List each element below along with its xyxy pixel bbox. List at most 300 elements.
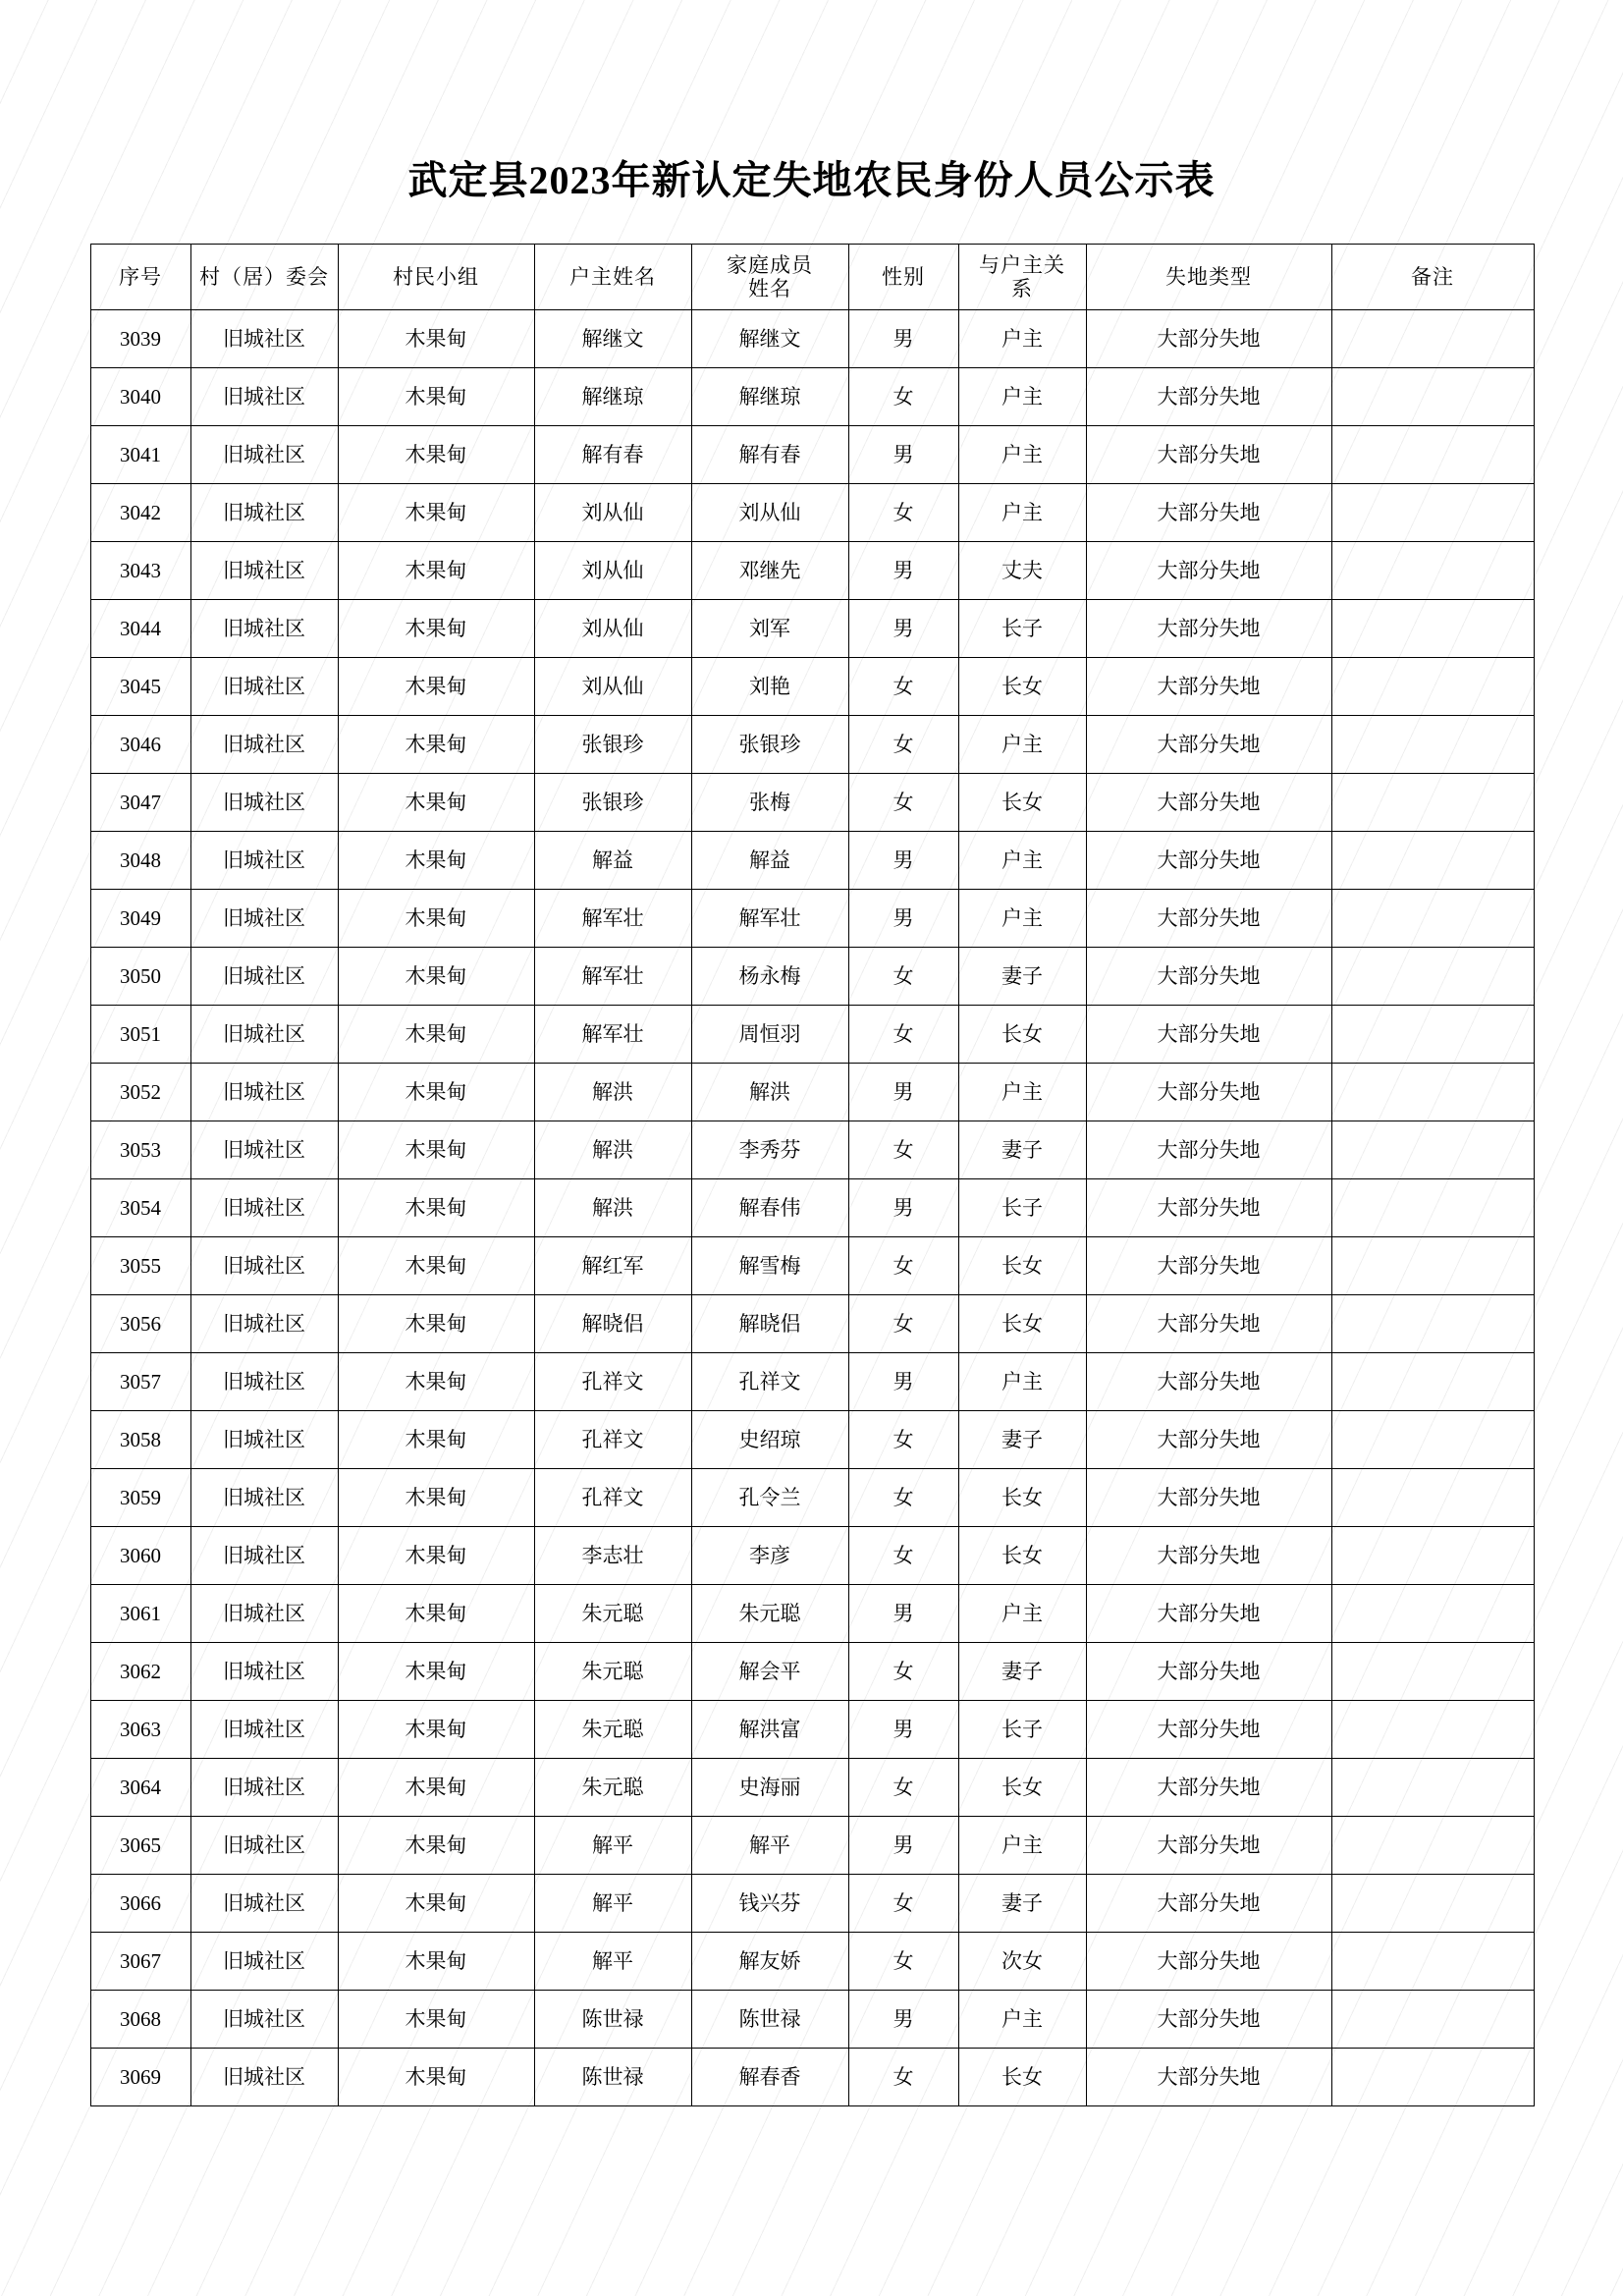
cell-land-loss-type: 大部分失地 bbox=[1086, 890, 1331, 948]
cell-village: 旧城社区 bbox=[190, 1121, 338, 1179]
cell-remark bbox=[1331, 1295, 1534, 1353]
table-row bbox=[90, 1006, 1534, 1064]
cell-no: 3049 bbox=[90, 890, 190, 948]
col-header-relation bbox=[958, 245, 1086, 310]
cell-gender: 女 bbox=[848, 1237, 958, 1295]
cell-member-name: 朱元聪 bbox=[691, 1585, 848, 1643]
cell-village: 旧城社区 bbox=[190, 832, 338, 890]
cell-gender: 女 bbox=[848, 948, 958, 1006]
cell-household-head: 解平 bbox=[534, 1817, 691, 1875]
table-row bbox=[90, 1179, 1534, 1237]
cell-gender: 男 bbox=[848, 426, 958, 484]
cell-land-loss-type: 大部分失地 bbox=[1086, 310, 1331, 368]
cell-gender: 女 bbox=[848, 1875, 958, 1933]
table-row bbox=[90, 1933, 1534, 1991]
cell-land-loss-type: 大部分失地 bbox=[1086, 1701, 1331, 1759]
cell-group: 木果甸 bbox=[338, 948, 534, 1006]
cell-gender: 女 bbox=[848, 658, 958, 716]
cell-group: 木果甸 bbox=[338, 1585, 534, 1643]
cell-no: 3040 bbox=[90, 368, 190, 426]
cell-member-name: 杨永梅 bbox=[691, 948, 848, 1006]
table-row bbox=[90, 1353, 1534, 1411]
cell-group: 木果甸 bbox=[338, 1759, 534, 1817]
cell-group: 木果甸 bbox=[338, 542, 534, 600]
table-body bbox=[90, 310, 1534, 2106]
cell-member-name: 解春香 bbox=[691, 2049, 848, 2106]
cell-land-loss-type: 大部分失地 bbox=[1086, 1353, 1331, 1411]
cell-land-loss-type: 大部分失地 bbox=[1086, 716, 1331, 774]
cell-group: 木果甸 bbox=[338, 774, 534, 832]
cell-gender: 男 bbox=[848, 1817, 958, 1875]
table-row bbox=[90, 1064, 1534, 1121]
cell-gender: 男 bbox=[848, 1701, 958, 1759]
cell-remark bbox=[1331, 948, 1534, 1006]
cell-group: 木果甸 bbox=[338, 1353, 534, 1411]
cell-household-head: 孔祥文 bbox=[534, 1411, 691, 1469]
cell-land-loss-type: 大部分失地 bbox=[1086, 1585, 1331, 1643]
cell-remark bbox=[1331, 1701, 1534, 1759]
cell-gender: 男 bbox=[848, 832, 958, 890]
cell-household-head: 解洪 bbox=[534, 1064, 691, 1121]
cell-no: 3039 bbox=[90, 310, 190, 368]
cell-remark bbox=[1331, 1121, 1534, 1179]
cell-relation: 户主 bbox=[958, 890, 1086, 948]
cell-member-name: 张银珍 bbox=[691, 716, 848, 774]
cell-no: 3068 bbox=[90, 1991, 190, 2049]
cell-remark bbox=[1331, 1469, 1534, 1527]
cell-village: 旧城社区 bbox=[190, 542, 338, 600]
cell-relation: 长女 bbox=[958, 1006, 1086, 1064]
cell-remark bbox=[1331, 1585, 1534, 1643]
cell-remark bbox=[1331, 1933, 1534, 1991]
col-header-member-name-line2: 姓名 bbox=[748, 277, 791, 301]
cell-no: 3064 bbox=[90, 1759, 190, 1817]
cell-remark bbox=[1331, 1527, 1534, 1585]
cell-village: 旧城社区 bbox=[190, 310, 338, 368]
cell-remark bbox=[1331, 1759, 1534, 1817]
col-header-relation-line2: 系 bbox=[1011, 277, 1033, 301]
col-header-member-name bbox=[691, 245, 848, 310]
cell-relation: 妻子 bbox=[958, 948, 1086, 1006]
table-row bbox=[90, 832, 1534, 890]
cell-no: 3045 bbox=[90, 658, 190, 716]
cell-group: 木果甸 bbox=[338, 1701, 534, 1759]
col-header-remark: 备注 bbox=[1331, 245, 1534, 310]
table-header-row bbox=[90, 245, 1534, 310]
cell-household-head: 朱元聪 bbox=[534, 1643, 691, 1701]
cell-group: 木果甸 bbox=[338, 1933, 534, 1991]
cell-village: 旧城社区 bbox=[190, 658, 338, 716]
cell-land-loss-type: 大部分失地 bbox=[1086, 1933, 1331, 1991]
cell-group: 木果甸 bbox=[338, 368, 534, 426]
cell-relation: 长子 bbox=[958, 1701, 1086, 1759]
cell-village: 旧城社区 bbox=[190, 2049, 338, 2106]
cell-village: 旧城社区 bbox=[190, 1527, 338, 1585]
cell-land-loss-type: 大部分失地 bbox=[1086, 1064, 1331, 1121]
cell-no: 3046 bbox=[90, 716, 190, 774]
cell-household-head: 解军壮 bbox=[534, 1006, 691, 1064]
col-header-member-name-line1: 家庭成员 bbox=[727, 252, 813, 277]
table-row bbox=[90, 600, 1534, 658]
cell-relation: 妻子 bbox=[958, 1643, 1086, 1701]
cell-remark bbox=[1331, 426, 1534, 484]
cell-gender: 女 bbox=[848, 1295, 958, 1353]
cell-village: 旧城社区 bbox=[190, 1006, 338, 1064]
cell-gender: 男 bbox=[848, 1353, 958, 1411]
col-header-gender: 性别 bbox=[848, 245, 958, 310]
cell-household-head: 解平 bbox=[534, 1933, 691, 1991]
cell-no: 3048 bbox=[90, 832, 190, 890]
cell-no: 3067 bbox=[90, 1933, 190, 1991]
cell-village: 旧城社区 bbox=[190, 1064, 338, 1121]
page-title: 武定县2023年新认定失地农民身份人员公示表 bbox=[407, 158, 1216, 202]
cell-group: 木果甸 bbox=[338, 1006, 534, 1064]
cell-gender: 女 bbox=[848, 1527, 958, 1585]
cell-village: 旧城社区 bbox=[190, 774, 338, 832]
cell-relation: 户主 bbox=[958, 426, 1086, 484]
col-header-household-head: 户主姓名 bbox=[534, 245, 691, 310]
cell-group: 木果甸 bbox=[338, 1875, 534, 1933]
cell-member-name: 解继文 bbox=[691, 310, 848, 368]
cell-gender: 男 bbox=[848, 1991, 958, 2049]
cell-gender: 女 bbox=[848, 1759, 958, 1817]
col-header-no: 序号 bbox=[90, 245, 190, 310]
cell-household-head: 解益 bbox=[534, 832, 691, 890]
cell-land-loss-type: 大部分失地 bbox=[1086, 832, 1331, 890]
cell-member-name: 邓继先 bbox=[691, 542, 848, 600]
table-row bbox=[90, 1411, 1534, 1469]
cell-gender: 女 bbox=[848, 2049, 958, 2106]
cell-relation: 户主 bbox=[958, 1585, 1086, 1643]
cell-no: 3069 bbox=[90, 2049, 190, 2106]
cell-land-loss-type: 大部分失地 bbox=[1086, 600, 1331, 658]
cell-remark bbox=[1331, 716, 1534, 774]
cell-household-head: 朱元聪 bbox=[534, 1585, 691, 1643]
table-row bbox=[90, 1295, 1534, 1353]
cell-member-name: 解会平 bbox=[691, 1643, 848, 1701]
cell-member-name: 解洪 bbox=[691, 1064, 848, 1121]
cell-member-name: 刘从仙 bbox=[691, 484, 848, 542]
cell-no: 3063 bbox=[90, 1701, 190, 1759]
cell-household-head: 解红军 bbox=[534, 1237, 691, 1295]
cell-no: 3050 bbox=[90, 948, 190, 1006]
table-row bbox=[90, 1991, 1534, 2049]
table-row bbox=[90, 890, 1534, 948]
cell-member-name: 解继琼 bbox=[691, 368, 848, 426]
cell-member-name: 陈世禄 bbox=[691, 1991, 848, 2049]
cell-member-name: 解春伟 bbox=[691, 1179, 848, 1237]
cell-member-name: 解有春 bbox=[691, 426, 848, 484]
cell-land-loss-type: 大部分失地 bbox=[1086, 948, 1331, 1006]
cell-gender: 女 bbox=[848, 1933, 958, 1991]
cell-household-head: 张银珍 bbox=[534, 716, 691, 774]
cell-no: 3060 bbox=[90, 1527, 190, 1585]
cell-remark bbox=[1331, 1411, 1534, 1469]
cell-gender: 女 bbox=[848, 1006, 958, 1064]
cell-gender: 女 bbox=[848, 774, 958, 832]
table-header bbox=[90, 245, 1534, 310]
cell-land-loss-type: 大部分失地 bbox=[1086, 1295, 1331, 1353]
table-row bbox=[90, 310, 1534, 368]
cell-village: 旧城社区 bbox=[190, 716, 338, 774]
cell-gender: 女 bbox=[848, 368, 958, 426]
cell-gender: 女 bbox=[848, 484, 958, 542]
col-header-land-loss-type: 失地类型 bbox=[1086, 245, 1331, 310]
cell-remark bbox=[1331, 658, 1534, 716]
cell-land-loss-type: 大部分失地 bbox=[1086, 1643, 1331, 1701]
cell-household-head: 解平 bbox=[534, 1875, 691, 1933]
col-header-village: 村（居）委会 bbox=[190, 245, 338, 310]
table-row bbox=[90, 368, 1534, 426]
cell-no: 3056 bbox=[90, 1295, 190, 1353]
cell-household-head: 解晓侣 bbox=[534, 1295, 691, 1353]
cell-village: 旧城社区 bbox=[190, 484, 338, 542]
cell-relation: 妻子 bbox=[958, 1121, 1086, 1179]
cell-household-head: 张银珍 bbox=[534, 774, 691, 832]
cell-remark bbox=[1331, 774, 1534, 832]
cell-no: 3047 bbox=[90, 774, 190, 832]
cell-relation: 户主 bbox=[958, 310, 1086, 368]
cell-land-loss-type: 大部分失地 bbox=[1086, 1121, 1331, 1179]
cell-relation: 户主 bbox=[958, 716, 1086, 774]
cell-group: 木果甸 bbox=[338, 1295, 534, 1353]
cell-no: 3054 bbox=[90, 1179, 190, 1237]
cell-land-loss-type: 大部分失地 bbox=[1086, 1006, 1331, 1064]
cell-relation: 长女 bbox=[958, 1759, 1086, 1817]
cell-village: 旧城社区 bbox=[190, 1179, 338, 1237]
cell-relation: 长子 bbox=[958, 600, 1086, 658]
table-row bbox=[90, 1121, 1534, 1179]
cell-group: 木果甸 bbox=[338, 890, 534, 948]
cell-land-loss-type: 大部分失地 bbox=[1086, 1527, 1331, 1585]
cell-group: 木果甸 bbox=[338, 832, 534, 890]
cell-household-head: 解洪 bbox=[534, 1121, 691, 1179]
cell-remark bbox=[1331, 1817, 1534, 1875]
cell-member-name: 孔令兰 bbox=[691, 1469, 848, 1527]
cell-member-name: 解雪梅 bbox=[691, 1237, 848, 1295]
cell-remark bbox=[1331, 832, 1534, 890]
cell-relation: 长女 bbox=[958, 1295, 1086, 1353]
cell-group: 木果甸 bbox=[338, 1527, 534, 1585]
cell-group: 木果甸 bbox=[338, 1179, 534, 1237]
cell-remark bbox=[1331, 1875, 1534, 1933]
cell-relation: 长女 bbox=[958, 1237, 1086, 1295]
cell-relation: 妻子 bbox=[958, 1411, 1086, 1469]
cell-relation: 户主 bbox=[958, 1817, 1086, 1875]
cell-village: 旧城社区 bbox=[190, 1701, 338, 1759]
cell-gender: 男 bbox=[848, 1179, 958, 1237]
cell-land-loss-type: 大部分失地 bbox=[1086, 368, 1331, 426]
cell-no: 3062 bbox=[90, 1643, 190, 1701]
cell-household-head: 刘从仙 bbox=[534, 600, 691, 658]
cell-land-loss-type: 大部分失地 bbox=[1086, 658, 1331, 716]
cell-village: 旧城社区 bbox=[190, 1469, 338, 1527]
cell-remark bbox=[1331, 600, 1534, 658]
cell-member-name: 解军壮 bbox=[691, 890, 848, 948]
cell-village: 旧城社区 bbox=[190, 600, 338, 658]
cell-village: 旧城社区 bbox=[190, 368, 338, 426]
cell-member-name: 李彦 bbox=[691, 1527, 848, 1585]
cell-village: 旧城社区 bbox=[190, 1875, 338, 1933]
cell-household-head: 李志壮 bbox=[534, 1527, 691, 1585]
table-row bbox=[90, 948, 1534, 1006]
cell-land-loss-type: 大部分失地 bbox=[1086, 484, 1331, 542]
cell-land-loss-type: 大部分失地 bbox=[1086, 1875, 1331, 1933]
cell-relation: 长子 bbox=[958, 1179, 1086, 1237]
cell-no: 3058 bbox=[90, 1411, 190, 1469]
cell-member-name: 刘艳 bbox=[691, 658, 848, 716]
cell-household-head: 刘从仙 bbox=[534, 542, 691, 600]
cell-member-name: 刘军 bbox=[691, 600, 848, 658]
cell-relation: 长女 bbox=[958, 774, 1086, 832]
cell-member-name: 解洪富 bbox=[691, 1701, 848, 1759]
cell-land-loss-type: 大部分失地 bbox=[1086, 1411, 1331, 1469]
cell-no: 3065 bbox=[90, 1817, 190, 1875]
cell-group: 木果甸 bbox=[338, 1643, 534, 1701]
cell-remark bbox=[1331, 484, 1534, 542]
cell-no: 3061 bbox=[90, 1585, 190, 1643]
cell-village: 旧城社区 bbox=[190, 1411, 338, 1469]
cell-relation: 户主 bbox=[958, 484, 1086, 542]
cell-no: 3043 bbox=[90, 542, 190, 600]
cell-land-loss-type: 大部分失地 bbox=[1086, 1817, 1331, 1875]
cell-land-loss-type: 大部分失地 bbox=[1086, 1237, 1331, 1295]
cell-household-head: 刘从仙 bbox=[534, 658, 691, 716]
cell-group: 木果甸 bbox=[338, 484, 534, 542]
cell-relation: 次女 bbox=[958, 1933, 1086, 1991]
cell-household-head: 解军壮 bbox=[534, 948, 691, 1006]
cell-household-head: 解继琼 bbox=[534, 368, 691, 426]
cell-no: 3059 bbox=[90, 1469, 190, 1527]
landless-farmers-table bbox=[90, 244, 1535, 2106]
cell-household-head: 孔祥文 bbox=[534, 1469, 691, 1527]
cell-relation: 长女 bbox=[958, 1469, 1086, 1527]
cell-village: 旧城社区 bbox=[190, 890, 338, 948]
cell-gender: 女 bbox=[848, 1411, 958, 1469]
cell-no: 3053 bbox=[90, 1121, 190, 1179]
cell-land-loss-type: 大部分失地 bbox=[1086, 2049, 1331, 2106]
cell-household-head: 解继文 bbox=[534, 310, 691, 368]
cell-member-name: 解平 bbox=[691, 1817, 848, 1875]
cell-household-head: 朱元聪 bbox=[534, 1701, 691, 1759]
table-row bbox=[90, 1237, 1534, 1295]
cell-remark bbox=[1331, 1179, 1534, 1237]
cell-remark bbox=[1331, 1991, 1534, 2049]
cell-group: 木果甸 bbox=[338, 1237, 534, 1295]
table-row bbox=[90, 1759, 1534, 1817]
cell-member-name: 史海丽 bbox=[691, 1759, 848, 1817]
cell-group: 木果甸 bbox=[338, 1411, 534, 1469]
cell-household-head: 解有春 bbox=[534, 426, 691, 484]
cell-no: 3042 bbox=[90, 484, 190, 542]
cell-no: 3041 bbox=[90, 426, 190, 484]
cell-land-loss-type: 大部分失地 bbox=[1086, 1991, 1331, 2049]
cell-village: 旧城社区 bbox=[190, 1817, 338, 1875]
cell-group: 木果甸 bbox=[338, 658, 534, 716]
cell-no: 3066 bbox=[90, 1875, 190, 1933]
cell-remark bbox=[1331, 890, 1534, 948]
cell-member-name: 李秀芬 bbox=[691, 1121, 848, 1179]
cell-household-head: 陈世禄 bbox=[534, 2049, 691, 2106]
table-row bbox=[90, 1469, 1534, 1527]
cell-village: 旧城社区 bbox=[190, 1759, 338, 1817]
cell-gender: 男 bbox=[848, 600, 958, 658]
cell-relation: 户主 bbox=[958, 1991, 1086, 2049]
cell-relation: 丈夫 bbox=[958, 542, 1086, 600]
col-header-group: 村民小组 bbox=[338, 245, 534, 310]
cell-remark bbox=[1331, 1237, 1534, 1295]
cell-group: 木果甸 bbox=[338, 2049, 534, 2106]
cell-land-loss-type: 大部分失地 bbox=[1086, 1179, 1331, 1237]
table-row bbox=[90, 542, 1534, 600]
cell-remark bbox=[1331, 310, 1534, 368]
cell-group: 木果甸 bbox=[338, 1064, 534, 1121]
cell-remark bbox=[1331, 1064, 1534, 1121]
cell-remark bbox=[1331, 2049, 1534, 2106]
table-row bbox=[90, 774, 1534, 832]
table-row bbox=[90, 1527, 1534, 1585]
cell-relation: 户主 bbox=[958, 1064, 1086, 1121]
cell-group: 木果甸 bbox=[338, 310, 534, 368]
table-row bbox=[90, 658, 1534, 716]
table-row bbox=[90, 1875, 1534, 1933]
table-row bbox=[90, 1585, 1534, 1643]
cell-household-head: 解军壮 bbox=[534, 890, 691, 948]
cell-remark bbox=[1331, 1643, 1534, 1701]
cell-gender: 男 bbox=[848, 890, 958, 948]
cell-gender: 女 bbox=[848, 1643, 958, 1701]
cell-village: 旧城社区 bbox=[190, 1353, 338, 1411]
cell-relation: 户主 bbox=[958, 1353, 1086, 1411]
cell-no: 3052 bbox=[90, 1064, 190, 1121]
cell-land-loss-type: 大部分失地 bbox=[1086, 426, 1331, 484]
cell-relation: 户主 bbox=[958, 832, 1086, 890]
cell-relation: 长女 bbox=[958, 1527, 1086, 1585]
col-header-relation-line1: 与户主关 bbox=[979, 252, 1065, 277]
cell-group: 木果甸 bbox=[338, 426, 534, 484]
cell-village: 旧城社区 bbox=[190, 1585, 338, 1643]
cell-village: 旧城社区 bbox=[190, 948, 338, 1006]
cell-gender: 女 bbox=[848, 716, 958, 774]
cell-member-name: 史绍琼 bbox=[691, 1411, 848, 1469]
cell-member-name: 解晓侣 bbox=[691, 1295, 848, 1353]
cell-no: 3055 bbox=[90, 1237, 190, 1295]
cell-household-head: 刘从仙 bbox=[534, 484, 691, 542]
cell-land-loss-type: 大部分失地 bbox=[1086, 1469, 1331, 1527]
table-row bbox=[90, 1701, 1534, 1759]
cell-group: 木果甸 bbox=[338, 1469, 534, 1527]
cell-land-loss-type: 大部分失地 bbox=[1086, 1759, 1331, 1817]
cell-member-name: 解益 bbox=[691, 832, 848, 890]
cell-remark bbox=[1331, 1353, 1534, 1411]
cell-group: 木果甸 bbox=[338, 1991, 534, 2049]
cell-no: 3051 bbox=[90, 1006, 190, 1064]
cell-relation: 户主 bbox=[958, 368, 1086, 426]
cell-member-name: 周恒羽 bbox=[691, 1006, 848, 1064]
cell-gender: 女 bbox=[848, 1121, 958, 1179]
cell-relation: 长女 bbox=[958, 2049, 1086, 2106]
table-row bbox=[90, 484, 1534, 542]
cell-village: 旧城社区 bbox=[190, 426, 338, 484]
cell-member-name: 解友娇 bbox=[691, 1933, 848, 1991]
cell-household-head: 朱元聪 bbox=[534, 1759, 691, 1817]
cell-relation: 长女 bbox=[958, 658, 1086, 716]
cell-household-head: 孔祥文 bbox=[534, 1353, 691, 1411]
cell-group: 木果甸 bbox=[338, 716, 534, 774]
cell-no: 3057 bbox=[90, 1353, 190, 1411]
cell-village: 旧城社区 bbox=[190, 1991, 338, 2049]
cell-village: 旧城社区 bbox=[190, 1295, 338, 1353]
